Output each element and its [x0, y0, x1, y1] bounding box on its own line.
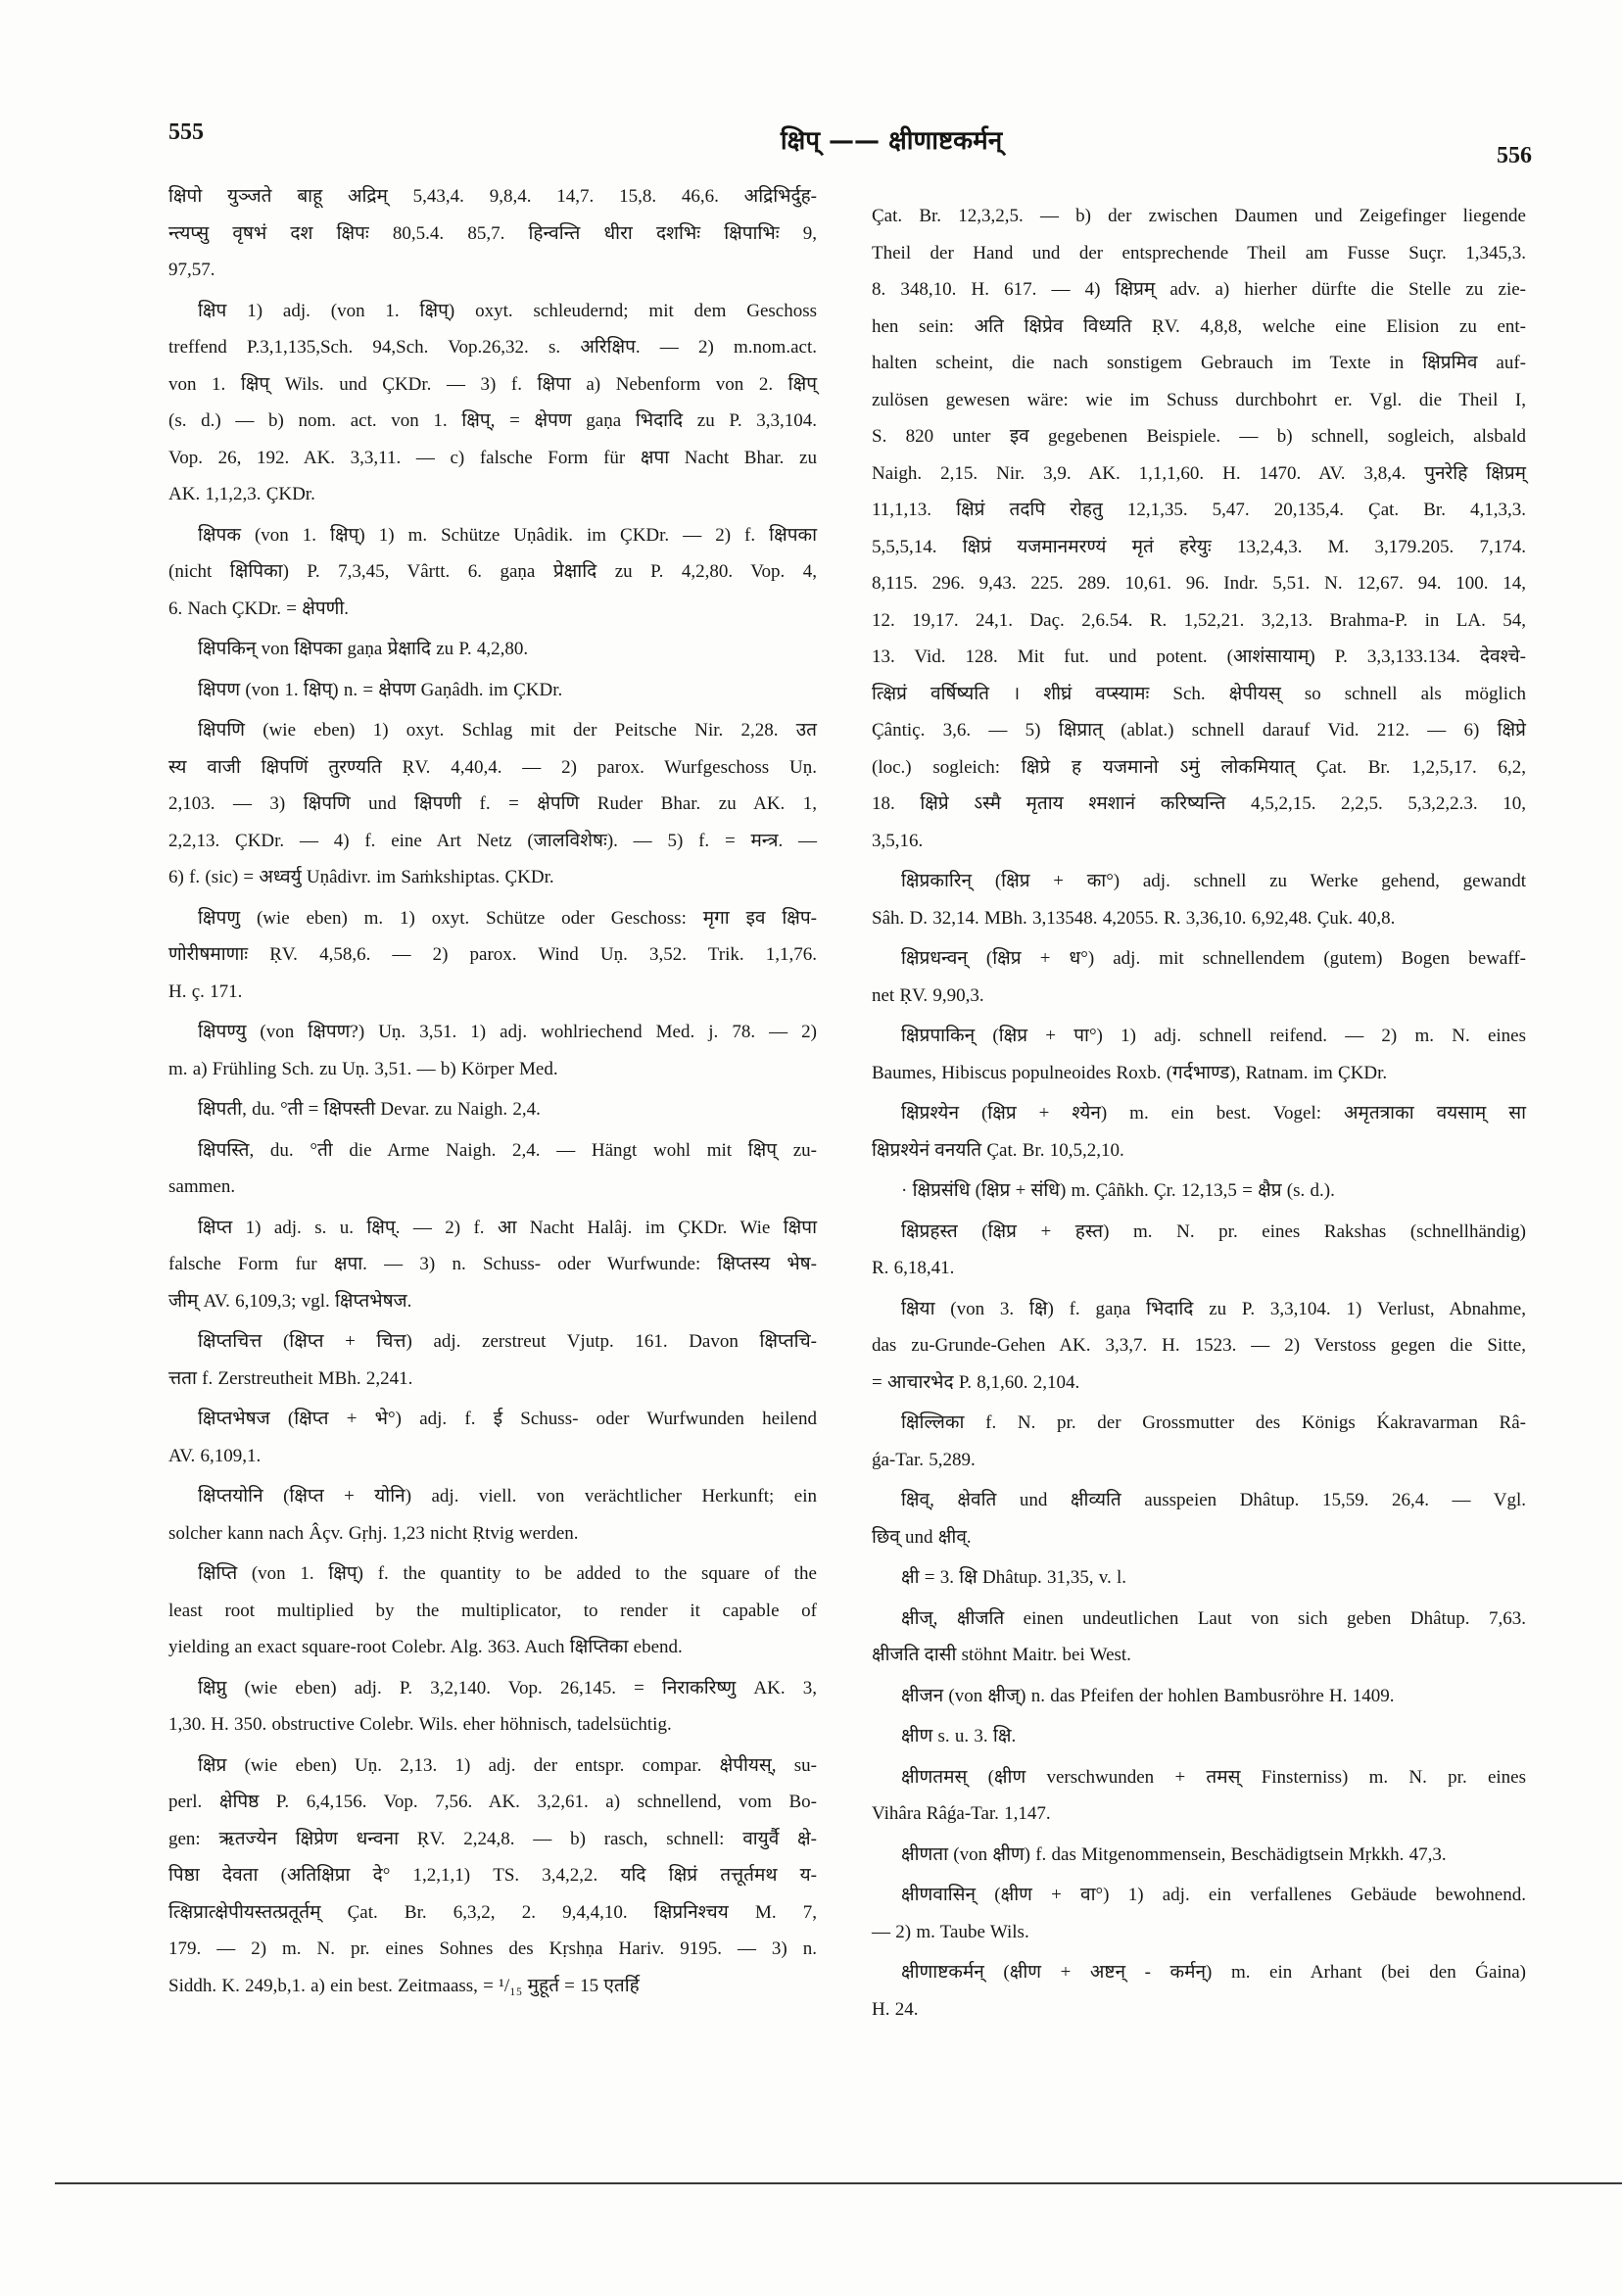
entry-line: halten scheint, die nach sonstigem Gebrauch im Texte in क्षिप्रमिव auf- — [872, 353, 1526, 373]
entry-line: क्षिया (von 3. क्षि) f. gaṇa भिदादि zu P. 3,3,104. 1) Verlust, Abnahme, — [901, 1298, 1526, 1319]
entry-line: णोरीषमाणाः ṚV. 4,58,6. — 2) parox. Wind Uṇ. 3,52. Trik. 1,1,76. — [168, 944, 817, 965]
entry-line: 11,1,13. क्षिप्रं तदपि रोहतु 12,1,35. 5,47. 20,135,4. Çat. Br. 4,1,3,3. — [872, 500, 1526, 520]
dictionary-entry — [168, 672, 817, 709]
entry-line: treffend P.3,1,135,Sch. 94,Sch. Vop.26,32. s. अरिक्षिप. — 2) m.nom.act. — [168, 337, 817, 358]
left-column — [168, 178, 817, 2004]
entry-line: sammen. — [168, 1176, 236, 1197]
entry-line: क्षिल्लिका f. N. pr. der Grossmutter des Königs Ḱakravarman Râ- — [901, 1412, 1526, 1433]
entry-line: solcher kann nach Âçv. Gṛhj. 1,23 nicht Ṛtvig werden. — [168, 1522, 579, 1544]
entry-line: R. 6,18,41. — [872, 1258, 955, 1278]
entry-line: क्षिपण्यु (von क्षिपण?) Uṇ. 3,51. 1) adj. wohlriechend Med. j. 78. — 2) — [198, 1022, 817, 1042]
entry-line: क्षिपकिन् von क्षिपका gaṇa प्रेक्षादि zu P. 4,2,80. — [198, 639, 529, 659]
entry-line: Siddh. K. 249,b,1. a) ein best. Zeitmaass, = ¹/₁₅ मुहूर्त = 15 एतर्हि — [168, 1975, 640, 1996]
entry-line: न्त्यप्सु वृषभं दश क्षिपः 80,5.4. 85,7. हिन्वन्ति धीरा दशभिः क्षिपाभिः 9, — [168, 222, 817, 244]
entry-line: net ṚV. 9,90,3. — [872, 984, 984, 1006]
running-head: क्षिप् —— क्षीणाष्टकर्मन् — [780, 126, 1003, 156]
entry-line: 18. क्षिप्रे ऽस्मै मृताय श्मशानं करिष्यन्ति 4,5,2,15. 2,2,5. 5,3,2,2.3. 10, — [872, 793, 1526, 814]
entry-line: S. 820 unter इव gegebenen Beispiele. — b) schnell, sogleich, alsbald — [872, 426, 1526, 447]
entry-line: क्षिप्र (wie eben) Uṇ. 2,13. 1) adj. der entspr. compar. क्षेपीयस्, su- — [198, 1754, 817, 1776]
dictionary-entry — [168, 517, 817, 628]
dictionary-entry — [872, 1837, 1526, 1874]
entry-line: स्य वाजी क्षिपणिं तुरण्यति ṚV. 4,40,4. — 2) parox. Wurfgeschoss Uṇ. — [168, 756, 817, 778]
entry-line: H. 24. — [872, 1998, 919, 2020]
entry-line: AK. 1,1,2,3. ÇKDr. — [168, 484, 315, 504]
dictionary-entry — [872, 1759, 1526, 1833]
dictionary-entry — [872, 1954, 1526, 2028]
entry-line: yielding an exact square-root Colebr. Alg. 363. Auch क्षिप्तिका ebend. — [168, 1637, 683, 1657]
dictionary-entry — [168, 712, 817, 896]
dictionary-entry — [872, 1482, 1526, 1555]
entry-line: क्षीण s. u. 3. क्षि. — [901, 1726, 1017, 1746]
entry-line: von 1. क्षिप् Wils. und ÇKDr. — 3) f. क्षिपा a) Nebenform von 2. क्षिप् — [168, 373, 817, 395]
dictionary-entry — [168, 1478, 817, 1552]
dictionary-entry — [872, 1678, 1526, 1715]
entry-line: क्षिप्रपाकिन् (क्षिप्र + पा°) 1) adj. schnell reifend. — 2) m. N. eines — [901, 1026, 1526, 1046]
dictionary-entry — [872, 1405, 1526, 1478]
dictionary-entry — [872, 198, 1526, 859]
right-column — [872, 198, 1526, 2028]
entry-line: त्क्षिप्रात्क्षेपीयस्तत्प्रतूर्तम् Çat. Br. 6,3,2, 2. 9,4,4,10. क्षिप्रनिश्चय M. 7, — [168, 1901, 817, 1923]
entry-line: क्षीणतमस् (क्षीण verschwunden + तमस् Finsterniss) m. N. pr. eines — [901, 1766, 1526, 1788]
entry-line: zulösen gewesen wäre: wie im Schuss durchbohrt er. Vgl. die Theil I, — [872, 389, 1526, 410]
entry-line: क्षीजति दासी stöhnt Maitr. bei West. — [872, 1645, 1131, 1665]
entry-line: क्षिप 1) adj. (von 1. क्षिप्) oxyt. schleudernd; mit dem Geschoss — [198, 300, 817, 321]
dictionary-entry — [872, 1018, 1526, 1091]
entry-line: क्षिपक (von 1. क्षिप्) 1) m. Schütze Uṇâdik. im ÇKDr. — 2) f. क्षिपका — [198, 524, 817, 546]
entry-line: 6) f. (sic) = अध्वर्यु Uṇâdivr. im Saṁkshiptas. ÇKDr. — [168, 867, 554, 887]
dictionary-entry — [872, 1214, 1526, 1287]
dictionary-entry — [168, 1323, 817, 1397]
entry-line: Naigh. 2,15. Nir. 3,9. AK. 1,1,1,60. H. 1470. AV. 3,8,4. पुनरेहि क्षिप्रम् — [872, 462, 1526, 484]
entry-line: (s. d.) — b) nom. act. von 1. क्षिप्, = क्षेपण gaṇa भिदादि zu P. 3,3,104. — [168, 410, 817, 431]
entry-line: क्षीणाष्टकर्मन् (क्षीण + अष्टन् - कर्मन्) m. ein Arhant (bei den Ǵaina) — [901, 1962, 1526, 1983]
dictionary-entry — [168, 1091, 817, 1128]
dictionary-entry — [168, 1670, 817, 1744]
dictionary-entry — [872, 1095, 1526, 1169]
dictionary-entry — [872, 1172, 1526, 1210]
entry-line: त्क्षिप्रं वर्षिष्यति । शीघ्रं वप्स्यामः Sch. क्षेपीयस् so schnell als möglich — [872, 683, 1526, 704]
dictionary-entry — [872, 1559, 1526, 1597]
entry-line: Çântiç. 3,6. — 5) क्षिप्रात् (ablat.) schnell darauf Vid. 212. — 6) क्षिप्रे — [872, 720, 1526, 741]
dictionary-entry — [872, 940, 1526, 1014]
entry-line: m. a) Frühling Sch. zu Uṇ. 3,51. — b) Körper Med. — [168, 1058, 558, 1079]
entry-line: क्षिप्रश्येन (क्षिप्र + श्येन) m. ein best. Vogel: अमृतत्राका वयसाम् सा — [901, 1103, 1526, 1124]
entry-line: क्षिपणु (wie eben) m. 1) oxyt. Schütze oder Geschoss: मृगा इव क्षिप- — [198, 907, 817, 929]
entry-line: 6. Nach ÇKDr. = क्षेपणी. — [168, 598, 350, 619]
dictionary-entry — [872, 1601, 1526, 1674]
entry-line: perl. क्षेपिष्ठ P. 6,4,156. Vop. 7,56. AK. 3,2,61. a) schnellend, vom Bo- — [168, 1792, 817, 1812]
entry-line: 3,5,16. — [872, 830, 924, 851]
entry-line: क्षिव्, क्षेवति und क्षीव्यति ausspeien Dhâtup. 15,59. 26,4. — Vgl. — [901, 1490, 1526, 1510]
entry-line: Baumes, Hibiscus populneoides Roxb. (गर्दभाण्ड), Ratnam. im ÇKDr. — [872, 1062, 1388, 1083]
entry-line: (loc.) sogleich: क्षिप्रे ह यजमानो ऽमुं लोकमियात् Çat. Br. 1,2,5,17. 6,2, — [872, 756, 1526, 778]
entry-line: क्षीणवासिन् (क्षीण + वा°) 1) adj. ein verfallenes Gebäude bewohnend. — [901, 1885, 1526, 1905]
entry-line: 12. 19,17. 24,1. Daç. 2,6.54. R. 1,52,21. 3,2,13. Brahma-P. in LA. 54, — [872, 609, 1526, 631]
dictionary-entry — [168, 178, 817, 289]
entry-line: — 2) m. Taube Wils. — [872, 1921, 1029, 1942]
dictionary-entry — [168, 1555, 817, 1666]
page-number-left: 555 — [168, 120, 204, 145]
entry-line: 5,5,5,14. क्षिप्रं यजमानमरण्यं मृतं हरेयुः 13,2,4,3. M. 3,179.205. 7,174. — [872, 536, 1526, 557]
entry-line: क्षिप्ति (von 1. क्षिप्) f. the quantity to be added to the square of the — [198, 1563, 817, 1584]
dictionary-entry — [872, 1877, 1526, 1950]
entry-line: क्षी = 3. क्षि Dhâtup. 31,35, v. l. — [901, 1567, 1127, 1588]
entry-line: Vop. 26, 192. AK. 3,3,11. — c) falsche Form für क्षपा Nacht Bhar. zu — [168, 447, 817, 468]
dictionary-entry — [872, 863, 1526, 936]
entry-line: छिव् und क्षीव्. — [872, 1526, 972, 1548]
entry-line: 8. 348,10. H. 617. — 4) क्षिप्रम् adv. a) hierher dürfte die Stelle zu zie- — [872, 279, 1526, 300]
entry-line: Sâh. D. 32,14. MBh. 3,13548. 4,2055. R. 3,36,10. 6,92,48. Çuk. 40,8. — [872, 907, 1396, 929]
footer-rule — [55, 2182, 1622, 2184]
dictionary-entry — [168, 631, 817, 668]
entry-line: ǵa-Tar. 5,289. — [872, 1449, 976, 1470]
entry-line: क्षिपस्ति, du. °ती die Arme Naigh. 2,4. — Hängt wohl mit क्षिप् zu- — [198, 1139, 817, 1161]
entry-line: 8,115. 296. 9,43. 225. 289. 10,61. 96. Indr. 5,51. N. 12,67. 94. 100. 14, — [872, 573, 1526, 594]
entry-line: 97,57. — [168, 260, 215, 280]
entry-line: क्षीणता (von क्षीण) f. das Mitgenommensein, Beschädigtsein Mṛkkh. 47,3. — [901, 1843, 1447, 1865]
entry-line: das zu-Grunde-Gehen AK. 3,3,7. H. 1523. — 2) Verstoss gegen die Sitte, — [872, 1335, 1526, 1356]
entry-line: त्तता f. Zerstreutheit MBh. 2,241. — [168, 1367, 413, 1389]
entry-line: 2,2,13. ÇKDr. — 4) f. eine Art Netz (जालविशेषः). — 5) f. = मन्त्र. — — [168, 830, 817, 851]
entry-line: AV. 6,109,1. — [168, 1445, 262, 1466]
dictionary-entry — [168, 293, 817, 513]
entry-line: क्षिप्रश्येनं वनयति Çat. Br. 10,5,2,10. — [872, 1139, 1124, 1161]
entry-line: 2,103. — 3) क्षिपणि und क्षिपणी f. = क्षेपणि Ruder Bhar. zu AK. 1, — [168, 793, 817, 814]
entry-line: पिष्ठा देवता (अतिक्षिप्रा दे° 1,2,1,1) TS. 3,4,2,2. यदि क्षिप्रं तत्तूर्तमथ य- — [168, 1865, 817, 1886]
dictionary-entry — [168, 1401, 817, 1474]
entry-line: · क्षिप्रसंधि (क्षिप्र + संधि) m. Çâñkh. Çr. 12,13,5 = क्षैप्र (s. d.). — [901, 1180, 1335, 1201]
entry-line: H. ç. 171. — [168, 981, 243, 1002]
entry-line: क्षिपती, du. °ती = क्षिपस्ती Devar. zu Naigh. 2,4. — [198, 1099, 541, 1120]
entry-line: क्षिप्तयोनि (क्षिप्त + योनि) adj. viell. von verächtlicher Herkunft; ein — [198, 1486, 817, 1507]
dictionary-entry — [872, 1718, 1526, 1755]
entry-line: (nicht क्षिपिका) P. 7,3,45, Vârtt. 6. gaṇa प्रेक्षादि zu P. 4,2,80. Vop. 4, — [168, 561, 817, 582]
entry-line: hen sein: अति क्षिप्रेव विध्यति ṚV. 4,8,8, welche eine Elision zu ent- — [872, 315, 1526, 337]
entry-line: Vihâra Râǵa-Tar. 1,147. — [872, 1803, 1051, 1824]
entry-line: क्षिप्तभेषज (क्षिप्त + भे°) adj. f. ई Schuss- oder Wurfwunden heilend — [198, 1409, 817, 1429]
entry-line: क्षिप्नु (wie eben) adj. P. 3,2,140. Vop. 26,145. = निराकरिष्णु AK. 3, — [198, 1677, 817, 1698]
entry-line: क्षीजन (von क्षीज्) n. das Pfeifen der hohlen Bambusröhre H. 1409. — [901, 1685, 1395, 1706]
entry-line: falsche Form fur क्षपा. — 3) n. Schuss- oder Wurfwunde: क्षिप्तस्य भेष- — [168, 1254, 817, 1274]
entry-line: क्षिपो युञ्जते बाहू अद्रिम् 5,43,4. 9,8,4. 14,7. 15,8. 46,6. अद्रिभिर्दुह- — [168, 186, 817, 207]
entry-line: = आचारभेद P. 8,1,60. 2,104. — [872, 1371, 1080, 1393]
entry-line: क्षीज्, क्षीजति einen undeutlichen Laut von sich geben Dhâtup. 7,63. — [901, 1607, 1526, 1629]
entry-line: 179. — 2) m. N. pr. eines Sohnes des Kṛshṇa Hariv. 9195. — 3) n. — [168, 1938, 817, 1959]
entry-line: least root multiplied by the multiplicator, to render it capable of — [168, 1600, 817, 1621]
entry-line: Çat. Br. 12,3,2,5. — b) der zwischen Daumen und Zeigefinger liegende — [872, 206, 1526, 226]
entry-line: क्षिपण (von 1. क्षिप्) n. = क्षेपण Gaṇâdh. im ÇKDr. — [198, 679, 563, 700]
dictionary-entry — [872, 1291, 1526, 1402]
entry-line: क्षिपणि (wie eben) 1) oxyt. Schlag mit der Peitsche Nir. 2,28. उत — [198, 720, 817, 741]
dictionary-entry — [168, 1747, 817, 2005]
dictionary-entry — [168, 1210, 817, 1320]
entry-line: क्षिप्रहस्त (क्षिप्र + हस्त) m. N. pr. eines Rakshas (schnellhändig) — [901, 1220, 1526, 1242]
entry-line: 13. Vid. 128. Mit fut. und potent. (आशंसायाम्) P. 3,3,133.134. देवश्चे- — [872, 646, 1526, 667]
entry-line: क्षिप्त 1) adj. s. u. क्षिप्. — 2) f. आ Nacht Halâj. im ÇKDr. Wie क्षिपा — [198, 1217, 817, 1238]
entry-line: क्षिप्रकारिन् (क्षिप्र + का°) adj. schnell zu Werke gehend, gewandt — [901, 871, 1526, 891]
entry-line: gen: ऋतज्येन क्षिप्रेण धन्वना ṚV. 2,24,8. — b) rasch, schnell: वायुर्वै क्षे- — [168, 1828, 817, 1849]
dictionary-entry — [168, 1014, 817, 1087]
entry-line: जीम् AV. 6,109,3; vgl. क्षिप्तभेषज. — [168, 1290, 412, 1312]
entry-line: क्षिप्तचित्त (क्षिप्त + चित्त) adj. zerstreut Vjutp. 161. Davon क्षिप्तचि- — [198, 1331, 817, 1352]
entry-line: Theil der Hand und der entsprechende Theil am Fusse Suçr. 1,345,3. — [872, 242, 1526, 263]
dictionary-entry — [168, 1132, 817, 1206]
dictionary-entry — [168, 900, 817, 1011]
page-number-right: 556 — [1497, 143, 1532, 168]
entry-line: क्षिप्रधन्वन् (क्षिप्र + ध°) adj. mit schnellendem (gutem) Bogen bewaff- — [901, 948, 1526, 969]
entry-line: 1,30. H. 350. obstructive Colebr. Wils. eher höhnisch, tadelsüchtig. — [168, 1714, 672, 1735]
